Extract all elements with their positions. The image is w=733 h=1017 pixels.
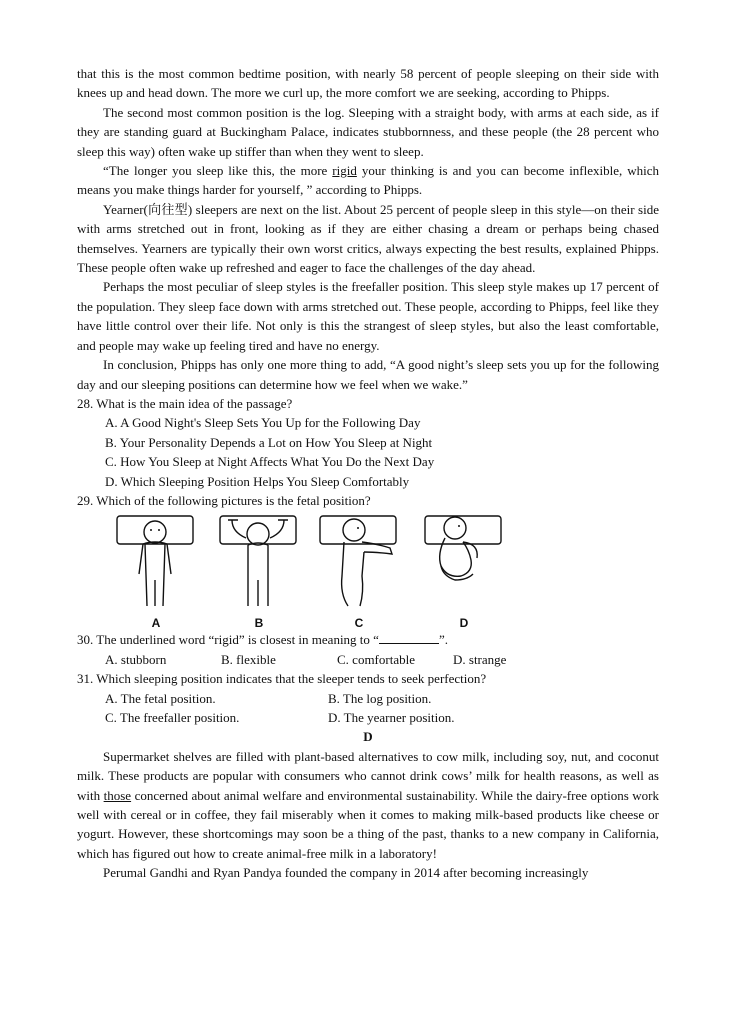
question-31-option-d: D. The yearner position. xyxy=(328,709,455,725)
question-30-option-a: A. stubborn xyxy=(105,651,167,667)
section-heading-d: D xyxy=(363,729,373,745)
paragraph-yearner-position: Yearner(向往型) sleepers are next on the list. About 25 percent of people sleep in this style—on their side with arms stretched out in front, looking as if they are either chasing a dream or perhaps being chased themselves. Yearners are typically their own worst critics, always expecting the best results, explained Phipps. These people often wake up refreshed and eager to face the challenges of the day ahead. xyxy=(77,201,659,276)
paragraph-fetal-position: that this is the most common bedtime position, with nearly 58 percent of people sleeping on their side with knees up and head down. The more we curl up, the more comfort we are seeking, according to Phipps. xyxy=(77,66,659,101)
question-28-option-c: C. How You Sleep at Night Affects What You Do the Next Day xyxy=(105,454,435,470)
log-position-drawing xyxy=(115,514,197,612)
figure-b-freefaller-position xyxy=(218,514,300,630)
sleep-position-figures xyxy=(77,514,659,630)
paragraph-plant-based-milk: Supermarket shelves are filled with plant-based alternatives to cow milk, including soy, nut, and coconut milk. These products are popular with consumers who cannot drink cows’ milk for health reasons, as well as with those concerned about animal welfare and environmental sustainability. While the dairy-free options work well with cereal or in coffee, they fail miserably when it comes to making milk-based products like cheese or yogurt. However, these shortcomings may soon be a thing of the past, thanks to a new company in California, which has figured out how to create animal-free milk in a laboratory! xyxy=(77,748,659,861)
question-30-stem: 30. The underlined word “rigid” is closest in meaning to “ ”. xyxy=(77,632,448,648)
question-30-option-d: D. strange xyxy=(453,651,507,667)
paragraph-founders: Perumal Gandhi and Ryan Pandya founded the company in 2014 after becoming increasingly xyxy=(103,865,589,881)
question-30-options xyxy=(105,650,659,669)
figure-label-b: B xyxy=(254,616,264,631)
figure-label-c: C xyxy=(354,616,364,631)
underlined-word-those: those xyxy=(103,787,132,803)
question-30-option-c: C. comfortable xyxy=(337,651,415,667)
question-31-option-c: C. The freefaller position. xyxy=(105,709,240,725)
paragraph-freefaller-position: Perhaps the most peculiar of sleep styles is the freefaller position. This sleep style makes up 17 percent of the population. They sleep face down with arms stretched out. These people, according to Phipps, feel like they have little control over their life. Not only is this the strangest of sleep styles, but also the least comfortable, and people may wake up feeling tired and have no energy. xyxy=(77,279,659,353)
question-30-option-b: B. flexible xyxy=(221,651,276,667)
answer-blank xyxy=(379,631,439,644)
figure-a-log-position xyxy=(115,514,197,630)
figure-label-a: A xyxy=(151,616,161,631)
question-31-option-a: A. The fetal position. xyxy=(105,690,216,706)
figure-label-d: D xyxy=(459,616,469,631)
question-31-options xyxy=(105,689,659,728)
question-29-stem: 29. Which of the following pictures is the fetal position? xyxy=(77,492,371,508)
question-28-option-b: B. Your Personality Depends a Lot on How You Sleep at Night xyxy=(105,434,433,450)
paragraph-rigid-quote: “The longer you sleep like this, the more rigid your thinking is and you can become inflexible, which means you make things harder for yourself, ” according to Phipps. xyxy=(77,163,659,198)
freefaller-position-drawing xyxy=(218,514,300,612)
figure-c-yearner-position xyxy=(318,514,400,630)
fetal-position-drawing xyxy=(423,514,505,612)
figure-d-fetal-position xyxy=(423,514,505,630)
exam-page xyxy=(77,64,659,883)
question-28-option-d: D. Which Sleeping Position Helps You Sleep Comfortably xyxy=(105,473,410,489)
paragraph-conclusion: In conclusion, Phipps has only one more thing to add, “A good night’s sleep sets you up for the following day and our sleeping positions can determine how we feel when we wake.” xyxy=(77,357,659,392)
question-28-option-a: A. A Good Night's Sleep Sets You Up for the Following Day xyxy=(105,415,421,431)
question-31-option-b: B. The log position. xyxy=(328,690,432,706)
underlined-word-rigid: rigid xyxy=(332,163,357,179)
yearner-position-drawing xyxy=(318,514,400,612)
paragraph-log-position: The second most common position is the log. Sleeping with a straight body, with arms at each side, as if they are standing guard at Buckingham Palace, indicates stubbornness, and these people (the 28 percent who sleep this way) often wake up stiffer than when they went to sleep. xyxy=(77,104,659,159)
question-28-stem: 28. What is the main idea of the passage? xyxy=(77,395,293,411)
question-31-stem: 31. Which sleeping position indicates that the sleeper tends to seek perfection? xyxy=(77,671,487,687)
